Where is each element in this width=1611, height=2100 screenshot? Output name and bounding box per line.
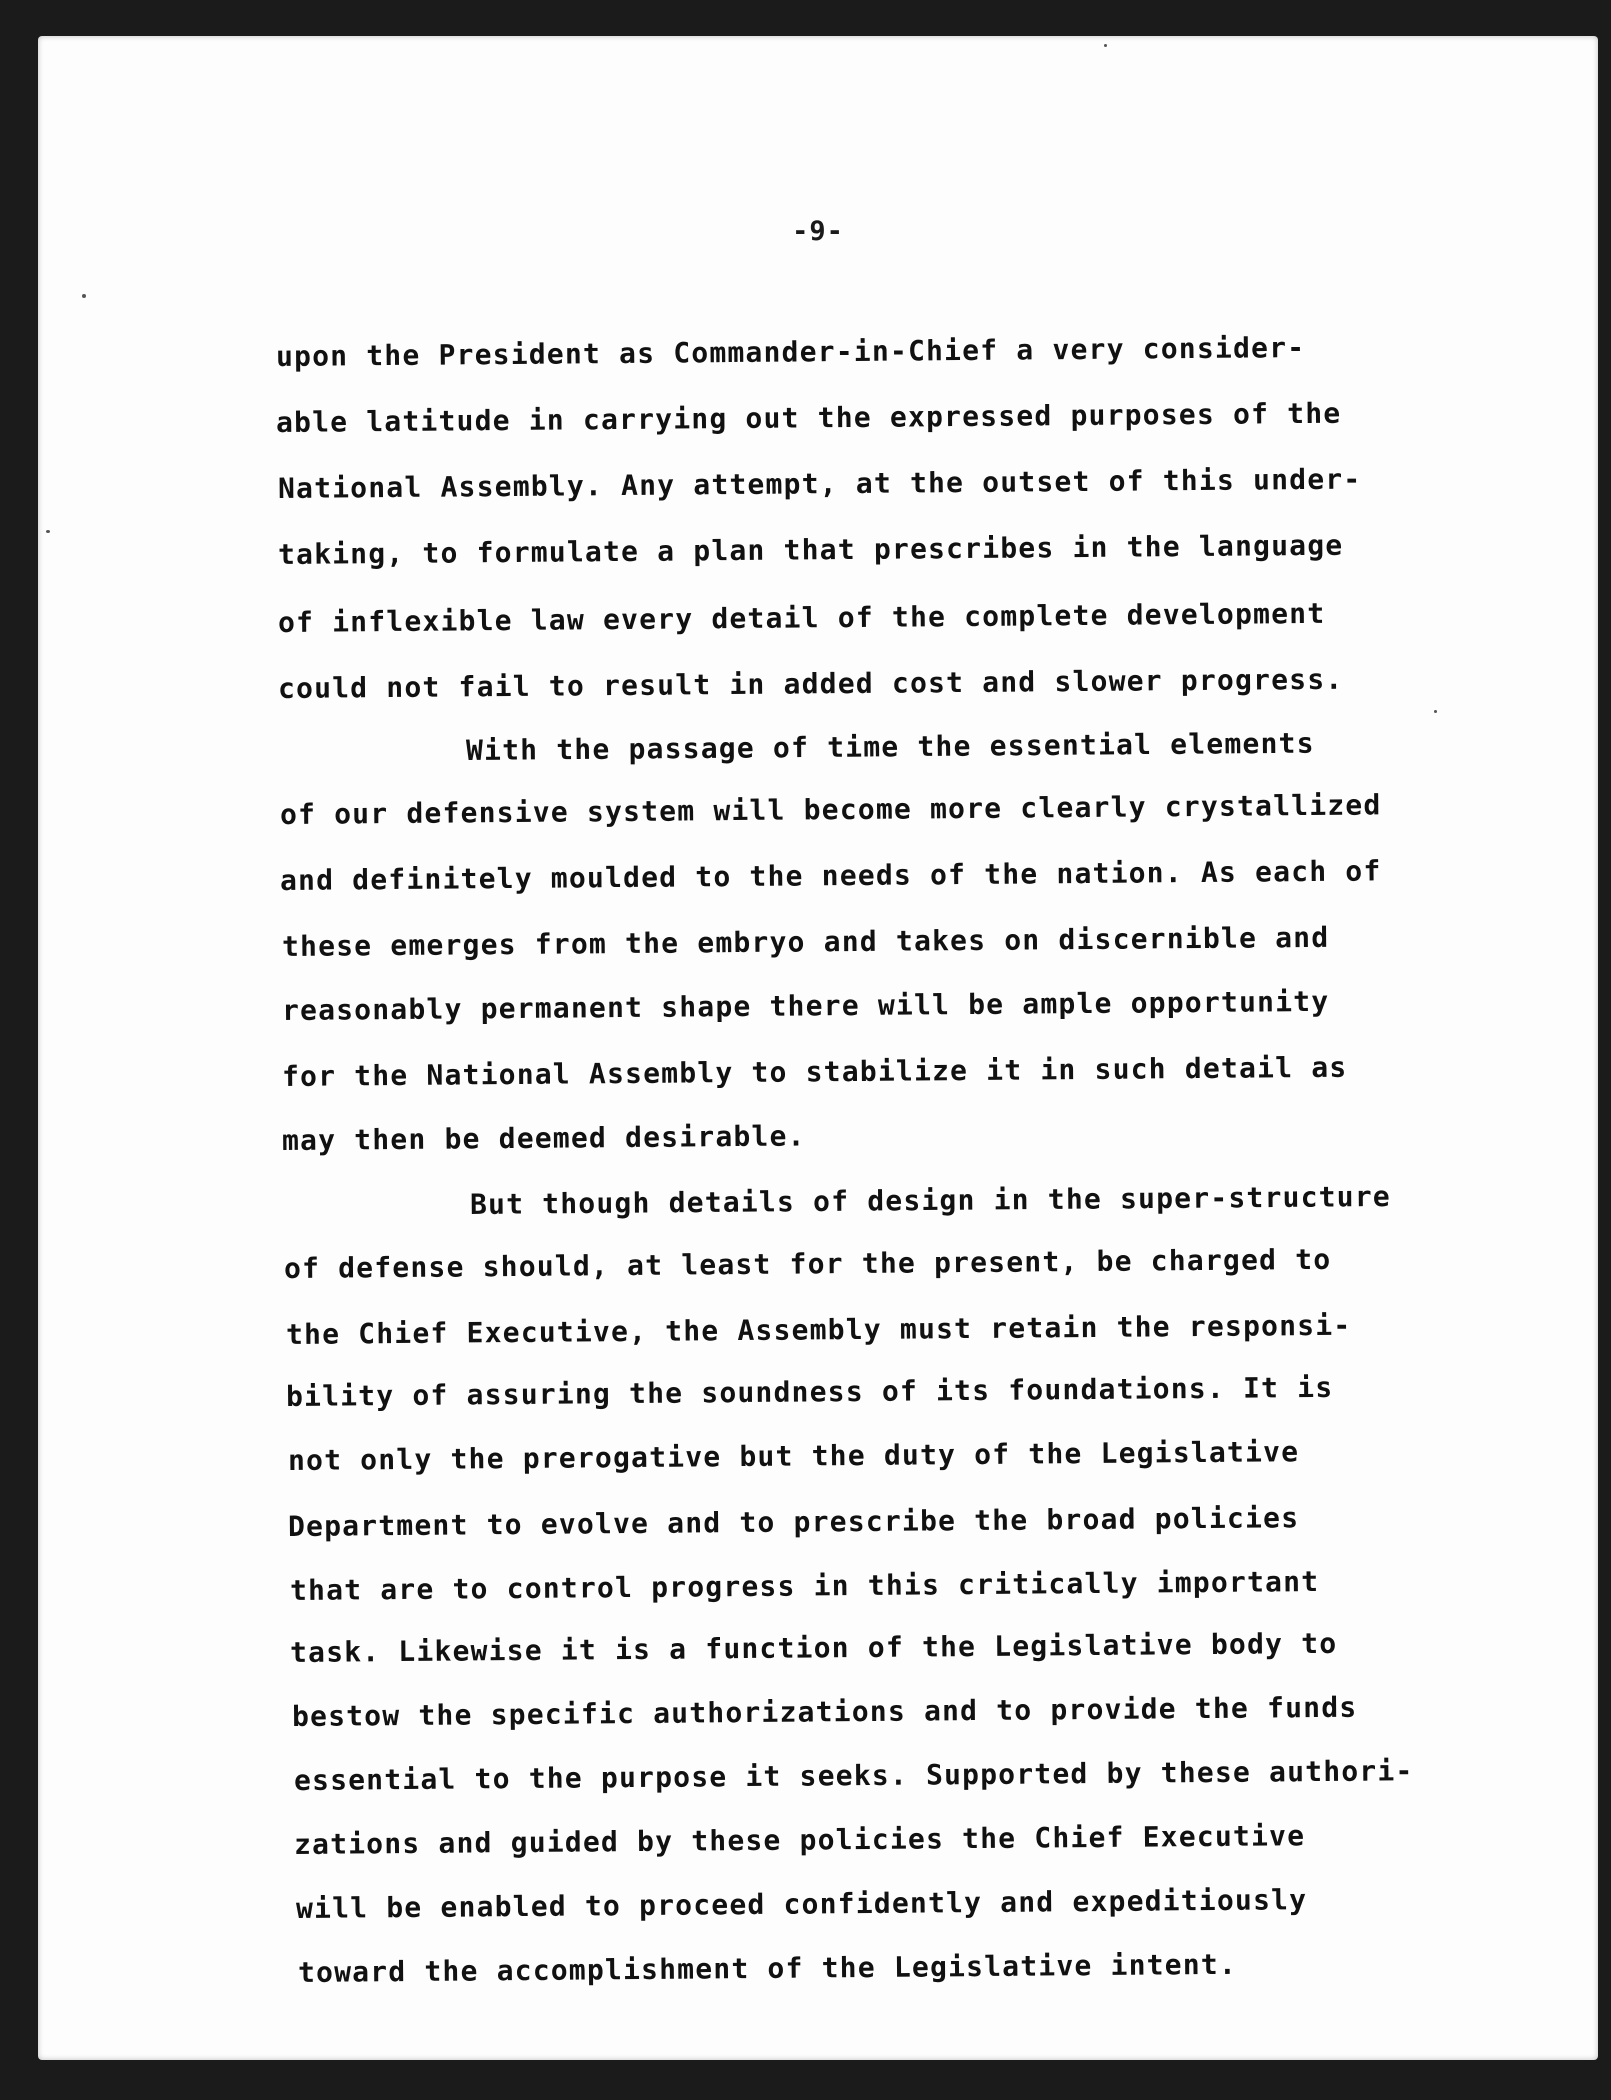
text-line: that are to control progress in this critically important	[289, 1565, 1320, 1607]
text-line: for the National Assembly to stabilize it in such detail as	[281, 1050, 1348, 1093]
text-line: bility of assuring the soundness of its foundations. It is	[285, 1370, 1334, 1413]
text-line: National Assembly. Any attempt, at the outset of this under-	[277, 462, 1362, 505]
text-line: But though details of design in the super-structure	[469, 1179, 1392, 1221]
text-line: and definitely moulded to the needs of the nation. As each of	[279, 854, 1382, 897]
text-line: Department to evolve and to prescribe the broad policies	[287, 1501, 1300, 1543]
text-line: able latitude in carrying out the expressed purposes of the	[275, 396, 1342, 439]
text-line: not only the prerogative but the duty of the Legislative	[287, 1435, 1300, 1477]
document-page	[38, 36, 1598, 2060]
text-line: of inflexible law every detail of the complete development	[277, 596, 1326, 639]
paper-speck	[1104, 44, 1107, 47]
text-line: zations and guided by these policies the Chief Executive	[293, 1819, 1306, 1861]
text-line: the Chief Executive, the Assembly must retain the responsi-	[285, 1308, 1352, 1351]
text-line: bestow the specific authorizations and to provide the funds	[291, 1690, 1358, 1733]
text-line: upon the President as Commander-in-Chief a very consider-	[275, 331, 1306, 373]
text-line: essential to the purpose it seeks. Supported by these authori-	[293, 1754, 1414, 1797]
text-line: reasonably permanent shape there will be ample opportunity	[281, 984, 1330, 1027]
text-line: taking, to formulate a plan that prescribes in the language	[277, 528, 1344, 571]
page-number: -9-	[792, 216, 844, 247]
paper-speck	[46, 530, 50, 533]
text-line: of defense should, at least for the present, be charged to	[283, 1242, 1332, 1285]
paper-speck	[1434, 710, 1437, 713]
text-line: may then be deemed desirable.	[281, 1119, 806, 1157]
paper-speck	[82, 294, 86, 298]
text-line: toward the accomplishment of the Legislative intent.	[297, 1947, 1238, 1989]
text-line: will be enabled to proceed confidently and expeditiously	[295, 1883, 1308, 1925]
text-line: of our defensive system will become more clearly crystallized	[279, 788, 1382, 831]
text-line: these emerges from the embryo and takes on discernible and	[281, 920, 1330, 963]
text-line: With the passage of time the essential elements	[465, 726, 1315, 767]
text-line: could not fail to result in added cost and slower progress.	[277, 662, 1344, 705]
text-line: task. Likewise it is a function of the Legislative body to	[289, 1626, 1338, 1669]
